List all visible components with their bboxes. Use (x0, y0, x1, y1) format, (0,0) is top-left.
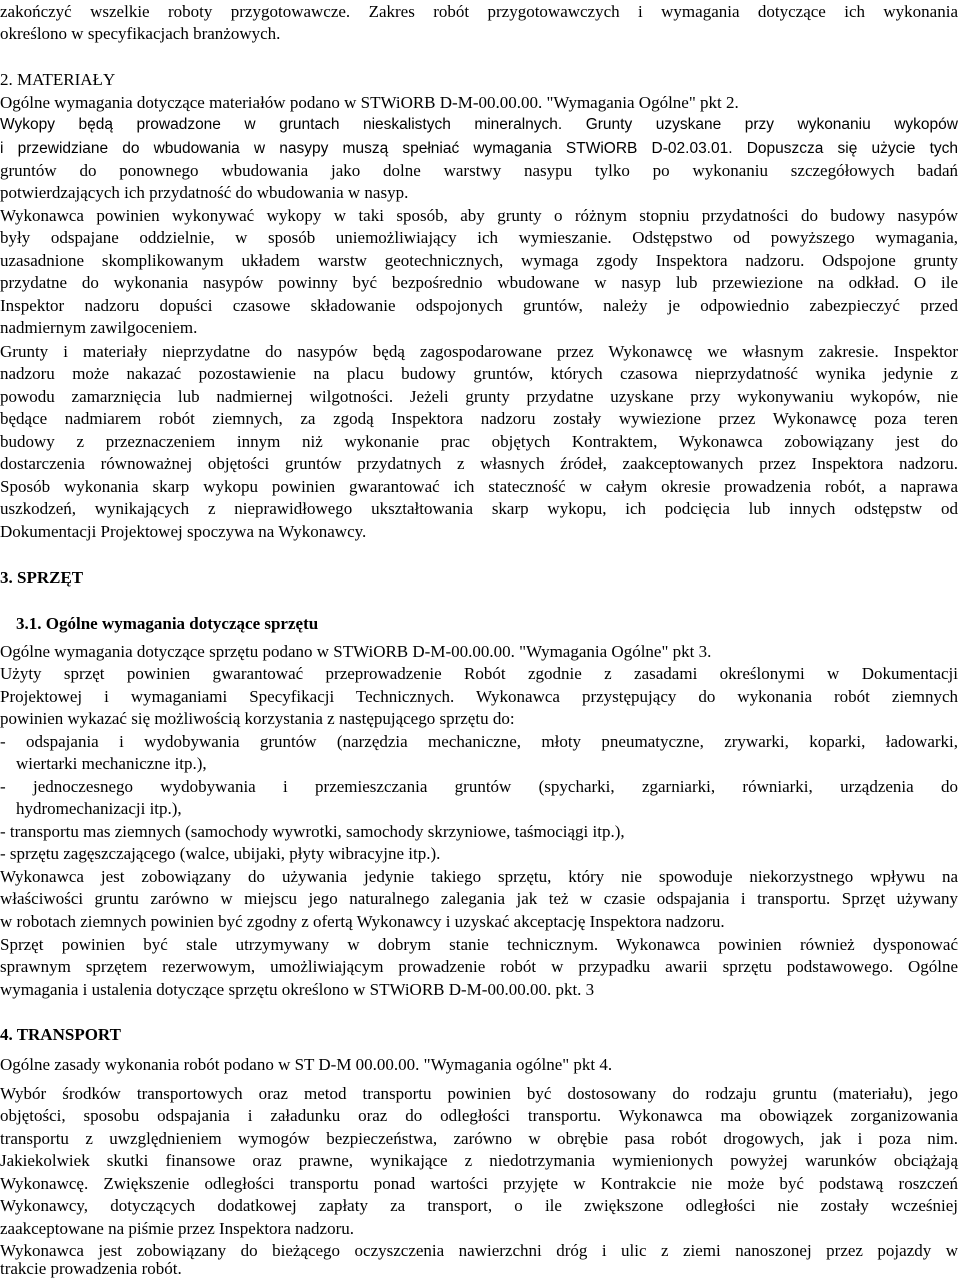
paragraph-line: określono w specyfikacjach branżowych. (0, 24, 281, 43)
paragraph-line: zaakceptowane na piśmie przez Inspektora nadzoru. (0, 1219, 354, 1238)
list-item: - jednoczesnego wydobywania i przemieszczania gruntów (spycharki, zgarniarki, równiarki, urządzenia do (0, 777, 958, 796)
section-heading-equipment: 3. SPRZĘT (0, 568, 84, 587)
list-item: - sprzętu zagęszczającego (walce, ubijaki, płyty wibracyjne itp.). (0, 844, 441, 863)
paragraph-line: powinien wykazać się możliwością korzystania z następującego sprzętu do: (0, 709, 515, 728)
paragraph-line: Inspektor nadzoru dopuści czasowe składowanie odspojonych gruntów, należy je odpowiednio zabezpieczyć przed (0, 296, 958, 315)
paragraph-line: w robotach ziemnych powinien być zgodny z ofertą Wykonawcy i uzyskać akceptację Inspektora nadzoru. (0, 912, 725, 931)
paragraph-line: będące nadmiarem robót ziemnych, za zgodą Inspektora nadzoru zostały wywiezione przez Wykonawcę poza teren (0, 409, 958, 428)
paragraph-line: Wykonawcy, dotyczących dodatkowej zapłaty za transport, o ile zwiększone odległości nie zostały wcześniej (0, 1196, 958, 1215)
paragraph-line: Wykonawca powinien wykonywać wykopy w taki sposób, aby grunty o różnym stopniu przydatności do budowy nasypów (0, 206, 958, 225)
list-item-continuation: hydromechanizacji itp.), (16, 799, 182, 818)
list-item: - odspajania i wydobywania gruntów (narzędzia mechaniczne, młoty pneumatyczne, zrywarki, koparki, ładowarki, (0, 732, 958, 751)
paragraph-line: objętości, sposobu odspajania i załadunku oraz do odległości transportu. Wykonawca ma obowiązek zorganizowania (0, 1106, 958, 1125)
paragraph-line: Użyty sprzęt powinien gwarantować przeprowadzenie Robót zgodnie z zasadami określonymi w Dokumentacji (0, 664, 958, 683)
paragraph-line: i przewidziane do wbudowania w nasypy muszą spełniać wymagania STWiORB D-02.03.01. Dopuszcza się użycie tych (0, 140, 958, 157)
paragraph-line: potwierdzających ich przydatność do wbudowania w nasyp. (0, 183, 409, 202)
list-item-continuation: wiertarki mechaniczne itp.), (16, 754, 207, 773)
paragraph-line: transportu z uwzględnieniem wymogów bezpieczeństwa, zarówno w obrębie pasa robót drogowych, jak i poza nim. (0, 1129, 958, 1148)
paragraph-line: Wybór środków transportowych oraz metod transportu powinien być dostosowany do rodzaju gruntu (materiału), jego (0, 1084, 958, 1103)
paragraph-line: właściwości gruntu zarówno w miejscu jego naturalnego zalegania jak też w czasie odspajania i transportu. Sprzęt używany (0, 889, 958, 908)
paragraph-line: Wykonawca jest zobowiązany do używania jedynie takiego sprzętu, który nie spowoduje niekorzystnego wpływu na (0, 867, 958, 886)
paragraph-line: Ogólne wymagania dotyczące materiałów podano w STWiORB D-M-00.00.00. "Wymagania Ogólne" pkt 2. (0, 93, 739, 112)
subsection-heading: 3.1. Ogólne wymagania dotyczące sprzętu (16, 614, 319, 633)
paragraph-line: budowy z przeznaczeniem innym niż wykonanie prac objętych Kontraktem, Wykonawca zobowiązany jest do (0, 432, 958, 451)
paragraph-line: Ogólne zasady wykonania robót podano w ST D-M 00.00.00. "Wymagania ogólne" pkt 4. (0, 1055, 613, 1074)
paragraph-line: Dokumentacji Projektowej spoczywa na Wykonawcy. (0, 522, 367, 541)
paragraph-line: dostarczenia równoważnej objętości gruntów przydatnych z własnych źródeł, zaakceptowanych przez Inspektora nadzoru. (0, 454, 958, 473)
paragraph-line: Wykonawcę. Zwiększenie odległości transportu ponad wartości przyjęte w Kontrakcie nie może być podstawą roszczeń (0, 1174, 958, 1193)
paragraph-line: uzasadnione skomplikowanym układem warstw geotechnicznych, wymaga zgody Inspektora nadzoru. Odspojone grunty (0, 251, 958, 270)
paragraph-line: trakcie prowadzenia robót. (0, 1259, 182, 1278)
paragraph-line: nadmiernym zawilgoceniem. (0, 318, 198, 337)
paragraph-line: Grunty i materiały nieprzydatne do nasypów będą zagospodarowane przez Wykonawcę we własnym zakresie. Inspektor (0, 342, 958, 361)
paragraph-line: wymagania i ustalenia dotyczące sprzętu określono w STWiORB D-M-00.00.00. pkt. 3 (0, 980, 595, 999)
paragraph-line: sprawnym sprzętem rezerwowym, umożliwiającym prowadzenie robót w przypadku awarii sprzętu podstawowego. Ogólne (0, 957, 958, 976)
paragraph-line: przydatne do wykonania nasypów powinny być bezpośrednio wbudowane w nasyp lub przewiezione na odkład. O ile (0, 273, 958, 292)
paragraph-line: nadzoru może nakazać pozostawienie na placu budowy gruntów, których czasowa nieprzydatność wynika jedynie z (0, 364, 958, 383)
paragraph-line: były odspajane oddzielnie, w sposób uniemożliwiający ich wymieszanie. Odstępstwo od powyższego wymagania, (0, 228, 958, 247)
paragraph-line: Wykonawca jest zobowiązany do bieżącego oczyszczenia nawierzchni dróg i ulic z ziemi nanoszonej przez pojazdy w (0, 1241, 958, 1260)
paragraph-line: Wykopy będą prowadzone w gruntach nieskalistych mineralnych. Grunty uzyskane przy wykonaniu wykopów (0, 116, 958, 133)
paragraph-line: gruntów do ponownego wbudowania jako dolne warstwy nasypu tylko po wykonaniu szczegółowych badań (0, 161, 958, 180)
paragraph-line: Jakiekolwiek skutki finansowe oraz prawne, wynikające z niedotrzymania wymienionych powyżej warunków obciążają (0, 1151, 958, 1170)
section-heading-transport: 4. TRANSPORT (0, 1025, 121, 1044)
list-item: - transportu mas ziemnych (samochody wywrotki, samochody skrzyniowe, taśmociągi itp.), (0, 822, 625, 841)
paragraph-line: Projektowej i wymaganiami Specyfikacji Technicznych. Wykonawca przystępujący do wykonania robót ziemnych (0, 687, 958, 706)
paragraph-line: Ogólne wymagania dotyczące sprzętu podano w STWiORB D-M-00.00.00. "Wymagania Ogólne" pkt 3. (0, 642, 712, 661)
paragraph-line: zakończyć wszelkie roboty przygotowawcze. Zakres robót przygotowawczych i wymagania dotyczące ich wykonania (0, 2, 958, 21)
paragraph-line: powodu zamarznięcia lub nadmiernej wilgotności. Jeżeli grunty przydatne uzyskane przy wykonywaniu wykopów, nie (0, 387, 958, 406)
section-heading-materials: 2. MATERIAŁY (0, 70, 116, 89)
paragraph-line: uszkodzeń, wynikających z nieprawidłowego ukształtowania skarp wykopu, ich podcięcia lub innych odstępstw od (0, 499, 958, 518)
paragraph-line: Sposób wykonania skarp wykopu powinien gwarantować ich stateczność w całym okresie prowadzenia robót, a naprawa (0, 477, 958, 496)
paragraph-line: Sprzęt powinien być stale utrzymywany w dobrym stanie technicznym. Wykonawca powinien również dysponować (0, 935, 958, 954)
